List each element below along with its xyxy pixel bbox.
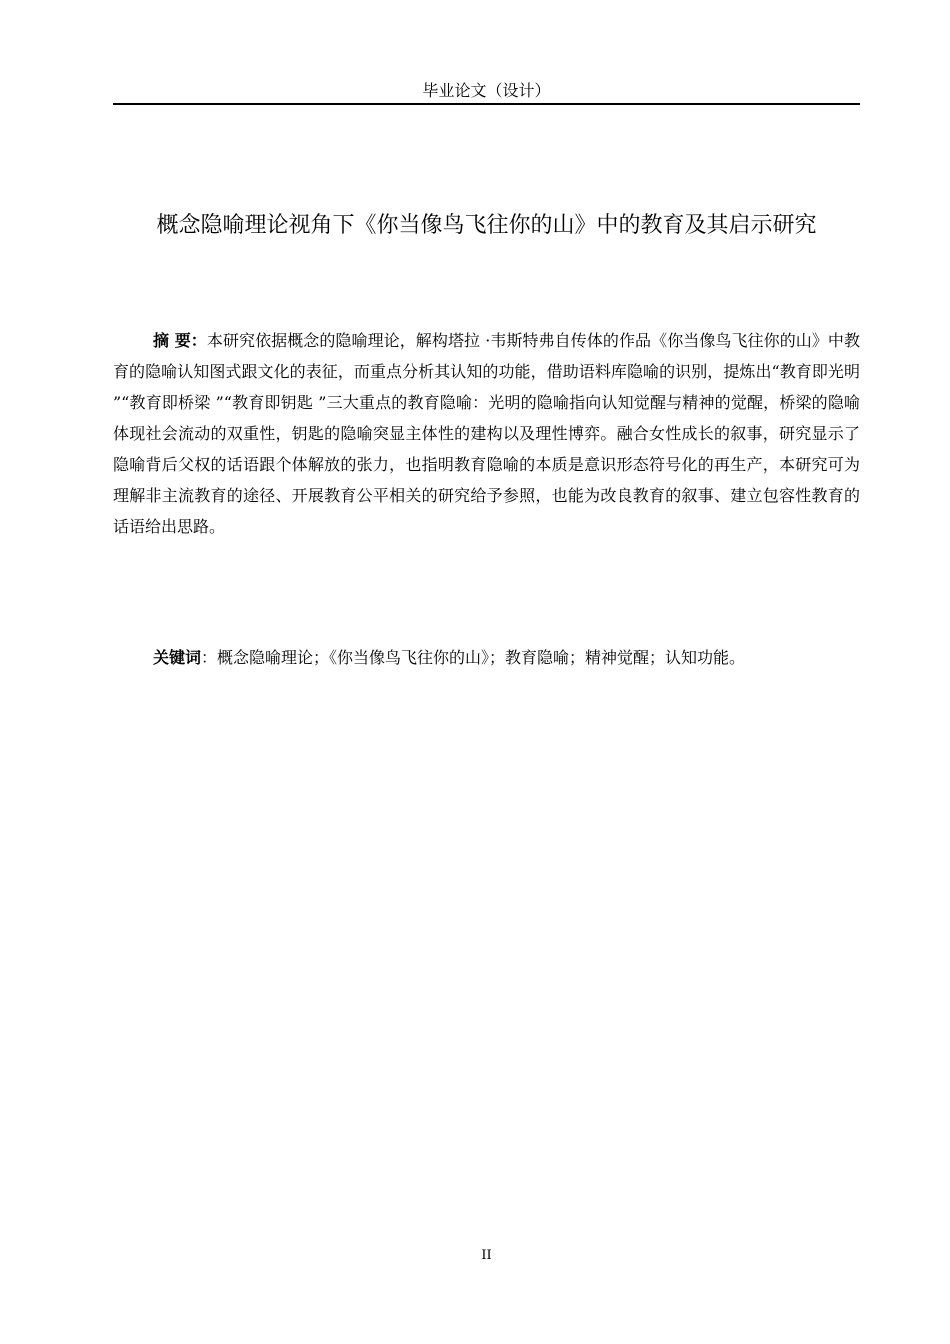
- keywords-body: ：概念隐喻理论；《你当像鸟飞往你的山》；教育隐喻；精神觉醒；认知功能。: [201, 648, 746, 667]
- header-rule: [113, 103, 860, 105]
- keywords-label: 关键词: [153, 648, 202, 667]
- keywords-paragraph: [113, 641, 860, 674]
- thesis-title: 概念隐喻理论视角下《你当像鸟飞往你的山》中的教育及其启示研究: [156, 213, 817, 238]
- page-number: II: [481, 1248, 492, 1263]
- abstract-body: 本研究依据概念的隐喻理论，解构塔拉 ·韦斯特弗自传体的作品《你当像鸟飞往你的山》中教育的隐喻认知图式跟文化的表征，而重点分析其认知的功能，借助语料库隐喻的识别，提炼出“教育即光明 ”“教育即桥梁 ”“教育即钥匙 ”三大重点的教育隐喻：光明的隐喻指向认知觉醒与精神的觉醒，桥梁的隐喻体现社会流动的双重性，钥匙的隐喻突显主体性的建构以及理性博弈。融合女性成长的叙事，研究显示了隐喻背后父权的话语跟个体解放的张力，也指明教育隐喻的本质是意识形态符号化的再生产，本研究可为理解非主流教育的途径、开展教育公平相关的研究给予参照，也能为改良教育的叙事、建立包容性教育的话语给出思路。: [113, 331, 860, 536]
- running-header: 毕业论文（设计）: [422, 81, 551, 100]
- abstract-label: 摘 要：: [153, 331, 207, 350]
- abstract-paragraph: [113, 325, 860, 542]
